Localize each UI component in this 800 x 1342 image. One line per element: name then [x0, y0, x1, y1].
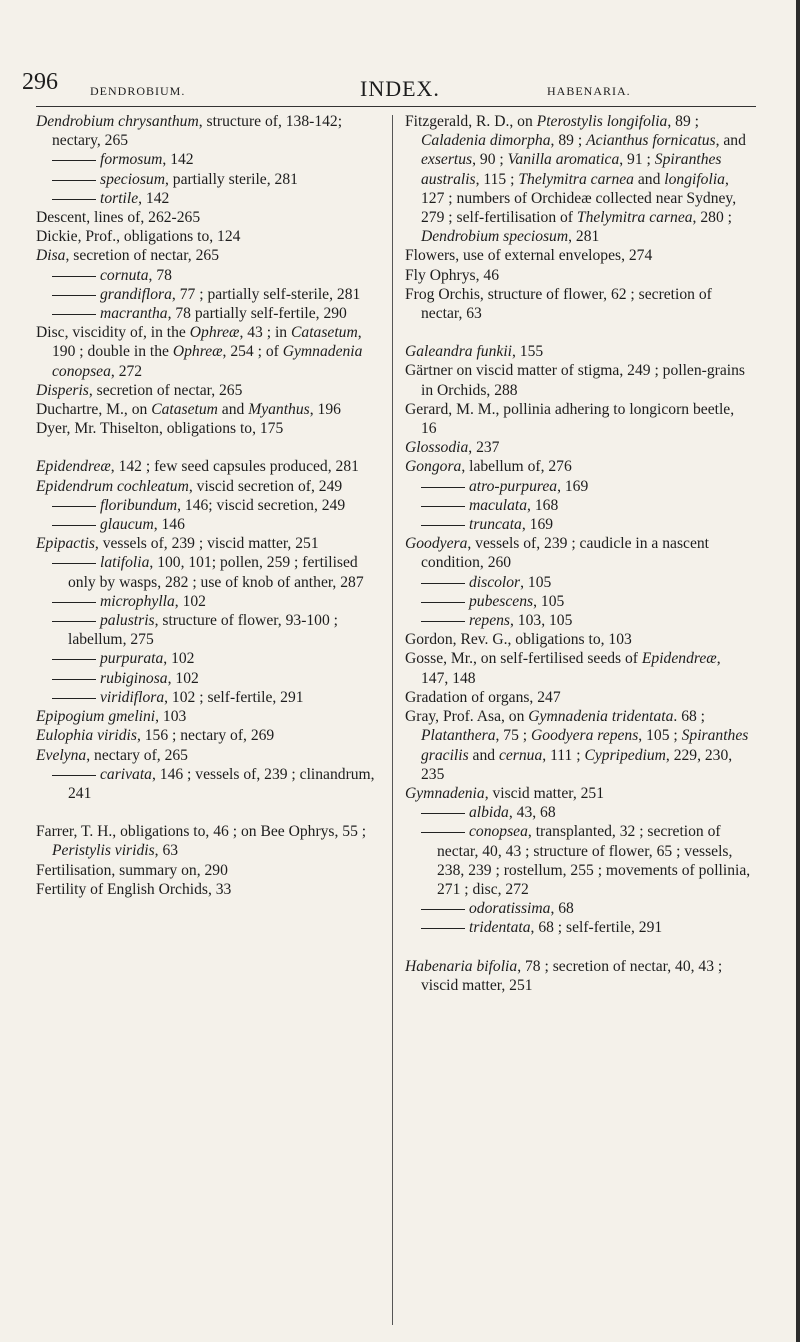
entry-text: , 169: [557, 477, 589, 495]
entry-text: , 75 ;: [495, 727, 532, 745]
index-entry: [36, 419, 382, 438]
entry-text: Gerard, M. M., pollinia adhering to longicorn beetle, 16: [405, 400, 735, 438]
entry-text: , viscid matter, 251: [484, 784, 605, 802]
entry-text: Catasetum: [291, 324, 358, 342]
entry-text: , 156 ; nectary of, 269: [136, 727, 275, 745]
ditto-dash: [421, 487, 465, 488]
entry-text: , 105: [533, 592, 565, 610]
entry-text: , 89 ;: [550, 132, 587, 150]
entry-text: Disa: [36, 247, 66, 265]
entry-text: Epidendreæ: [36, 458, 111, 476]
ditto-dash: [52, 314, 96, 315]
entry-text: Thelymitra carnea: [576, 209, 693, 227]
entry-text: and: [468, 746, 499, 764]
ditto-dash: [421, 909, 465, 910]
index-entry: [36, 477, 382, 496]
index-subentry: [36, 515, 382, 534]
entry-text: Gongora: [405, 458, 462, 476]
entry-text: , 196: [309, 401, 341, 419]
entry-text: Spiranthes australis: [421, 151, 722, 188]
entry-text: Eulophia viridis: [36, 727, 137, 745]
ditto-dash: [52, 199, 96, 200]
entry-text: , secretion of nectar, 265: [65, 247, 219, 265]
entry-text: , 105 ;: [638, 727, 682, 745]
index-subentry: [405, 803, 751, 822]
ditto-dash: [52, 180, 96, 181]
entry-text: , 142 ; few seed capsules produced, 281: [110, 458, 359, 476]
entry-text: Gymnadenia conopsea: [52, 343, 363, 380]
entry-text: Gray, Prof. Asa, on: [405, 708, 529, 726]
entry-gap: [36, 803, 382, 822]
ditto-dash: [421, 928, 465, 929]
entry-text: , 168: [527, 496, 559, 514]
entry-text: and: [217, 401, 249, 419]
entry-text: , 77 ; partially self-sterile, 281: [171, 285, 361, 303]
index-subentry: [405, 918, 751, 937]
entry-text: , vessels of, 239 ; caudicle in a nascent condition, 260: [421, 535, 710, 572]
index-subentry: [405, 573, 751, 592]
index-subentry: [405, 822, 751, 899]
entry-text: and: [633, 170, 665, 188]
index-entry: [36, 246, 382, 265]
entry-text: grandiflora: [100, 285, 172, 303]
page-title: INDEX.: [360, 76, 440, 101]
entry-text: , 43, 68: [508, 804, 556, 822]
index-entry: [36, 381, 382, 400]
index-entry: [36, 457, 382, 476]
entry-text: , 90 ;: [472, 151, 508, 169]
index-entry: [405, 457, 751, 476]
entry-text: , 115 ;: [475, 170, 519, 188]
entry-text: , 272: [110, 362, 143, 380]
ditto-dash: [52, 698, 96, 699]
entry-text: truncata: [469, 516, 522, 534]
entry-text: tortile: [100, 189, 139, 207]
entry-text: Glossodia: [405, 439, 469, 457]
ditto-dash: [52, 525, 96, 526]
index-entry: [36, 227, 382, 246]
index-entry: [405, 361, 751, 399]
entry-text: , 147, 148: [421, 650, 721, 687]
index-entry: [36, 880, 382, 899]
entry-text: Dyer, Mr. Thiselton, obligations to, 175: [36, 420, 284, 438]
right-catchword: HABENARIA.: [547, 84, 631, 98]
entry-text: Flowers, use of external envelopes, 274: [405, 247, 653, 265]
entry-text: repens: [469, 612, 510, 630]
entry-text: viridiflora: [100, 688, 165, 706]
index-subentry: [36, 266, 382, 285]
entry-text: conopsea: [469, 823, 528, 841]
entry-text: , 190 ; double in the: [52, 324, 362, 361]
ditto-dash: [52, 679, 96, 680]
index-entry: [36, 707, 382, 726]
entry-text: Frog Orchis, structure of flower, 62 ; secretion of nectar, 63: [405, 285, 712, 323]
entry-text: , 146: [153, 516, 185, 534]
entry-text: exsertus: [421, 151, 473, 169]
entry-text: , 63: [154, 842, 179, 860]
entry-text: Ophreæ: [189, 324, 240, 342]
ditto-dash: [421, 602, 465, 603]
ditto-dash: [52, 160, 96, 161]
entry-gap: [36, 438, 382, 457]
index-entry: [405, 285, 751, 323]
index-subentry: [36, 553, 382, 591]
left-catchword: DENDROBIUM.: [90, 84, 186, 98]
index-subentry: [36, 304, 382, 323]
entry-text: , 169: [521, 516, 554, 534]
entry-text: , 68: [550, 900, 574, 918]
entry-text: , vessels of, 239 ; viscid matter, 251: [94, 535, 319, 553]
entry-text: Duchartre, M., on: [36, 401, 152, 419]
entry-text: Galeandra funkii: [405, 343, 512, 361]
entry-text: macrantha: [100, 305, 168, 323]
entry-text: , 146; viscid secretion, 249: [177, 496, 346, 514]
index-subentry: [405, 592, 751, 611]
header-rule: [36, 106, 756, 107]
index-entry: [405, 534, 751, 572]
entry-text: , 43 ; in: [239, 324, 291, 342]
index-subentry: [36, 649, 382, 668]
entry-text: , 103: [155, 708, 187, 726]
entry-text: Caladenia dimorpha: [421, 132, 551, 150]
entry-text: . 68 ;: [673, 708, 706, 726]
index-entry: [405, 342, 751, 361]
entry-text: , transplanted, 32 ; secretion of nectar, 40, 43 ; structure of flower, 65 ; vessels, 238, 239 ; rostellum, 255 ; movements of pollinia, 271 ; disc, 272: [437, 823, 751, 898]
entry-gap: [405, 938, 751, 957]
entry-text: , 254 ; of: [222, 343, 283, 361]
entry-text: palustris: [100, 612, 155, 630]
ditto-dash: [421, 506, 465, 507]
index-subentry: [36, 765, 382, 803]
entry-text: floribundum: [100, 496, 178, 514]
entry-text: Epipogium gmelini: [36, 708, 156, 726]
index-entry: [405, 112, 751, 246]
entry-text: latifolia: [100, 554, 150, 572]
index-entry: [36, 746, 382, 765]
entry-text: , 102 ; self-fertile, 291: [164, 688, 304, 706]
index-subentry: [36, 189, 382, 208]
entry-text: Fly Ophrys, 46: [405, 266, 500, 284]
index-subentry: [405, 515, 751, 534]
entry-text: odoratissima: [469, 900, 551, 918]
entry-text: Fertilisation, summary on, 290: [36, 861, 228, 879]
entry-text: Peristylis viridis: [52, 842, 155, 860]
entry-text: Catasetum: [151, 401, 218, 419]
entry-text: , 281: [568, 228, 600, 246]
index-subentry: [36, 688, 382, 707]
entry-text: Myanthus: [248, 401, 310, 419]
ditto-dash: [52, 659, 96, 660]
entry-text: Gymnadenia tridentata: [528, 708, 674, 726]
entry-text: Fitzgerald, R. D., on: [405, 113, 537, 130]
entry-text: Descent, lines of, 262-265: [36, 209, 201, 227]
entry-text: Gymnadenia: [405, 784, 485, 802]
index-subentry: [405, 611, 751, 630]
entry-text: Goodyera: [405, 535, 468, 553]
index-entry: [36, 112, 382, 150]
entry-text: carivata: [100, 765, 152, 783]
entry-text: , 111 ;: [542, 746, 585, 764]
ditto-dash: [421, 525, 465, 526]
index-entry: [36, 400, 382, 419]
index-subentry: [405, 477, 751, 496]
entry-text: Epidendreæ: [641, 650, 717, 668]
entry-text: speciosum: [100, 170, 165, 188]
entry-text: Spiranthes gracilis: [421, 727, 749, 764]
entry-text: , 237: [468, 439, 500, 457]
entry-text: Gordon, Rev. G., obligations to, 103: [405, 631, 632, 649]
entry-gap: [405, 323, 751, 342]
ditto-dash: [421, 583, 465, 584]
entry-text: Epipactis: [36, 535, 95, 553]
entry-text: purpurata: [100, 650, 164, 668]
index-entry: [36, 323, 382, 381]
entry-text: Dendrobium speciosum: [421, 228, 569, 246]
ditto-dash: [52, 563, 96, 564]
index-subentry: [36, 150, 382, 169]
entry-text: , 102: [163, 650, 195, 668]
page-edge: [796, 0, 800, 1342]
index-subentry: [405, 496, 751, 515]
ditto-dash: [52, 602, 96, 603]
entry-text: , 280 ;: [692, 209, 732, 227]
entry-text: Disc, viscidity of, in the: [36, 324, 190, 342]
entry-text: Goodyera repens: [531, 727, 639, 745]
ditto-dash: [421, 813, 465, 814]
entry-text: , 142: [162, 151, 194, 169]
entry-text: Gradation of organs, 247: [405, 688, 561, 706]
entry-text: , 142: [138, 189, 170, 207]
ditto-dash: [421, 621, 465, 622]
entry-text: Pterostylis longifolia: [536, 113, 668, 130]
entry-text: albida: [469, 804, 509, 822]
entry-text: , structure of flower, 93-100 ; labellum, 275: [68, 612, 339, 649]
right-column: [405, 112, 751, 995]
index-entry: [36, 208, 382, 227]
entry-text: , 146 ; vessels of, 239 ; clinandrum, 241: [68, 765, 375, 802]
index-entry: [36, 822, 382, 860]
entry-text: , labellum of, 276: [461, 458, 572, 476]
entry-text: , and: [715, 132, 746, 150]
entry-text: microphylla: [100, 592, 175, 610]
entry-text: Farrer, T. H., obligations to, 46 ; on Bee Ophrys, 55 ;: [36, 823, 367, 841]
index-entry: [405, 957, 751, 995]
index-entry: [405, 649, 751, 687]
index-entry: [405, 400, 751, 438]
left-column: [36, 112, 382, 899]
entry-text: , 127 ; numbers of Orchideæ collected near Sydney, 279 ; self-fertilisation of: [421, 170, 737, 227]
entry-text: , 89 ;: [667, 113, 699, 130]
entry-text: , 102: [174, 592, 206, 610]
entry-text: maculata: [469, 496, 528, 514]
ditto-dash: [52, 621, 96, 622]
entry-text: Thelymitra carnea: [518, 170, 634, 188]
entry-text: Habenaria bifolia: [405, 957, 518, 975]
index-entry: [36, 861, 382, 880]
entry-text: glaucum: [100, 516, 154, 534]
entry-text: rubiginosa: [100, 669, 168, 687]
entry-text: , secretion of nectar, 265: [88, 381, 243, 399]
entry-text: Platanthera: [421, 727, 496, 745]
index-entry: [405, 630, 751, 649]
entry-text: , 91 ;: [619, 151, 655, 169]
entry-text: Disperis: [36, 381, 89, 399]
entry-text: longifolia: [664, 170, 725, 188]
entry-text: Gärtner on viscid matter of stigma, 249 ; pollen-grains in Orchids, 288: [405, 362, 745, 399]
entry-text: , 155: [511, 343, 544, 361]
entry-text: Dickie, Prof., obligations to, 124: [36, 228, 241, 246]
entry-text: cernua: [498, 746, 543, 764]
page-number: 296: [22, 69, 58, 95]
index-entry: [405, 246, 751, 265]
index-entry: [405, 784, 751, 803]
entry-text: , 78: [148, 266, 172, 284]
entry-text: , 78 ; secretion of nectar, 40, 43 ; viscid matter, 251: [421, 957, 723, 994]
entry-text: discolor: [469, 573, 521, 591]
entry-text: Ophreæ: [172, 343, 223, 361]
index-entry: [405, 707, 751, 784]
entry-text: atro-purpurea: [469, 477, 558, 495]
index-entry: [405, 688, 751, 707]
entry-text: , 78 partially self-fertile, 290: [167, 305, 347, 323]
index-entry: [36, 534, 382, 553]
entry-text: Gosse, Mr., on self-fertilised seeds of: [405, 650, 642, 668]
entry-text: , 105: [520, 573, 552, 591]
index-entry: [36, 726, 382, 745]
entry-text: tridentata: [469, 919, 531, 937]
entry-text: Cypripedium: [584, 746, 666, 764]
index-subentry: [36, 285, 382, 304]
ditto-dash: [52, 276, 96, 277]
index-subentry: [405, 899, 751, 918]
index-subentry: [36, 496, 382, 515]
entry-text: , viscid secretion of, 249: [188, 477, 343, 495]
entry-text: , 103, 105: [510, 612, 573, 630]
column-divider: [392, 115, 393, 1325]
index-subentry: [36, 170, 382, 189]
index-entry: [405, 266, 751, 285]
entry-text: , 100, 101; pollen, 259 ; fertilised only by wasps, 282 ; use of knob of anther, 287: [68, 554, 364, 591]
entry-text: , 229, 230, 235: [421, 746, 733, 783]
ditto-dash: [52, 295, 96, 296]
entry-text: Evelyna: [36, 746, 87, 764]
index-subentry: [36, 611, 382, 649]
entry-text: , 102: [167, 669, 199, 687]
entry-text: Dendrobium chrysanthum: [36, 113, 199, 130]
ditto-dash: [52, 506, 96, 507]
entry-text: Acianthus fornicatus: [586, 132, 716, 150]
index-entry: [405, 438, 751, 457]
entry-text: Vanilla aromatica: [507, 151, 620, 169]
entry-text: , 68 ; self-fertile, 291: [530, 919, 663, 937]
entry-text: , partially sterile, 281: [164, 170, 298, 188]
entry-text: cornuta: [100, 266, 149, 284]
entry-text: formosum: [100, 151, 163, 169]
index-subentry: [36, 592, 382, 611]
index-subentry: [36, 669, 382, 688]
entry-text: pubescens: [469, 592, 534, 610]
ditto-dash: [52, 775, 96, 776]
entry-text: Epidendrum cochleatum: [36, 477, 189, 495]
ditto-dash: [421, 832, 465, 833]
entry-text: , nectary of, 265: [86, 746, 188, 764]
entry-text: Fertility of English Orchids, 33: [36, 880, 232, 898]
entry-text: , structure of, 138-142; nectary, 265: [52, 113, 343, 150]
